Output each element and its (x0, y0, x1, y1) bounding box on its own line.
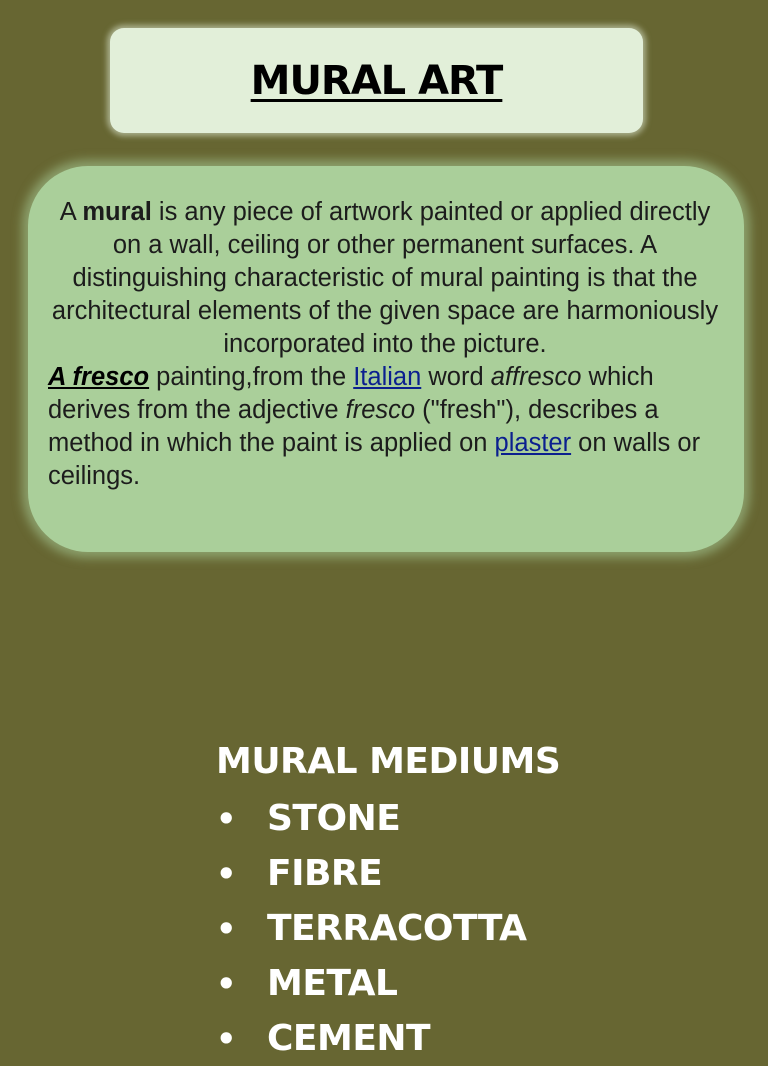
fresco-text-c: which derives from the adjective (48, 363, 654, 424)
bullet-icon: • (216, 964, 236, 1003)
list-item-label: FIBRE (267, 852, 383, 894)
page-title: MURAL ART (250, 57, 503, 104)
list-item-label: CEMENT (267, 1017, 431, 1059)
list-item (216, 901, 560, 956)
mediums-heading: MURAL MEDIUMS (216, 741, 561, 782)
mediums-list (216, 791, 560, 1066)
mural-mediums (216, 736, 560, 1066)
list-item (216, 956, 560, 1011)
fresco-definition (48, 361, 722, 493)
mural-term: mural (82, 198, 152, 226)
fresco-word: fresco (345, 396, 416, 424)
mural-definition (48, 196, 722, 361)
list-item (216, 1011, 560, 1066)
italian-link[interactable]: Italian (353, 363, 422, 391)
fresco-text-d: ("fresh"), describes a method in which the paint is applied on (48, 396, 659, 457)
bullet-icon: • (216, 799, 236, 838)
list-item-label: STONE (267, 797, 401, 839)
list-item-label: METAL (267, 962, 398, 1004)
list-item (216, 791, 560, 846)
title-box (110, 28, 643, 133)
bullet-icon: • (216, 909, 236, 948)
plaster-link[interactable]: plaster (494, 429, 572, 457)
mural-def-text-b: is any piece of artwork painted or applied directly on a wall, ceiling or other permanent surfaces. A distinguishing characteristic of mural painting is that the architectural elements of the given space are harmoniously incorporated into the picture. (51, 198, 719, 358)
bullet-icon: • (216, 1019, 236, 1058)
bullet-icon: • (216, 854, 236, 893)
list-item-label: TERRACOTTA (267, 907, 527, 949)
fresco-text-a: painting,from the (149, 363, 354, 391)
affresco-word: affresco (490, 363, 582, 391)
fresco-text-e: on walls or ceilings. (48, 429, 701, 490)
fresco-term: A fresco (48, 363, 150, 391)
description-box (28, 166, 744, 552)
mural-def-text-a: A (59, 198, 83, 226)
fresco-text-b: word (421, 363, 491, 391)
list-item (216, 846, 560, 901)
